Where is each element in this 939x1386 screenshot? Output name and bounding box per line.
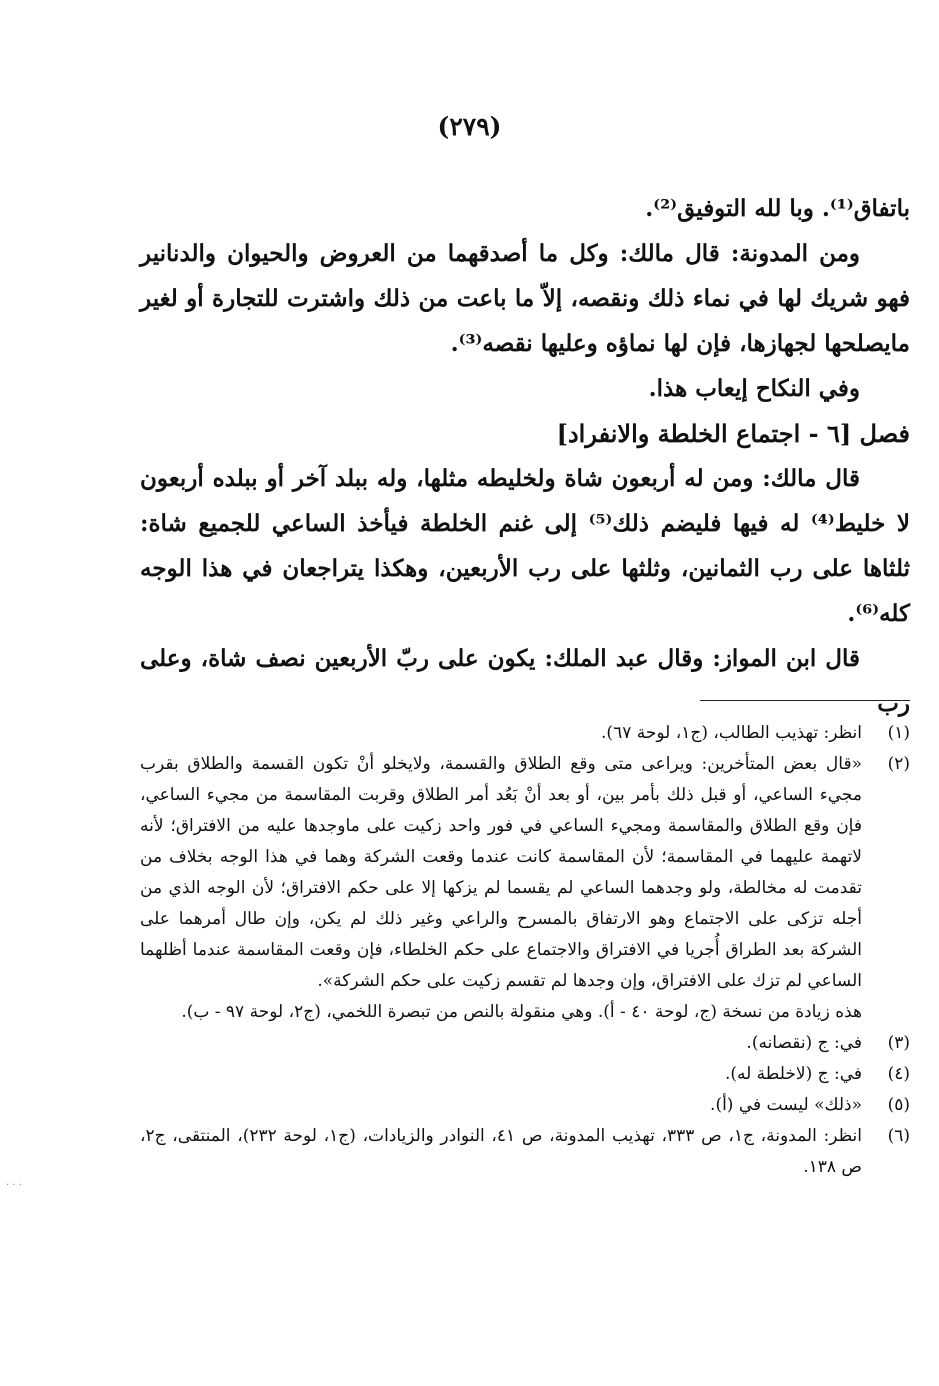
footnote-2-continuation: هذه زيادة من نسخة (ج، لوحة ٤٠ - أ). وهي منقولة بالنص من تبصرة اللخمي، (ج٢، لوحة ٩٧ - ب).	[181, 1002, 862, 1022]
footnote-1	[140, 718, 910, 749]
footnote-text: في: ج (لاخلطة له).	[724, 1064, 862, 1084]
paragraph-3: وفي النكاح إيعاب هذا.	[648, 375, 860, 402]
footnote-number: (٣)	[887, 1033, 910, 1053]
section-heading: فصل [٦ - اجتماع الخلطة والانفراد]	[556, 419, 910, 448]
paragraph-2: ومن المدونة: قال مالك: وكل ما أصدقهما من العروض والحيوان والدنانير فهو شريك لها في نماء ذلك ونقصه، إلاّ ما باعت من ذلك واشترت للتجارة أو لغير مايصلحها لجهازها، فإن لها نماؤه وعليها نقصه⁽³⁾.	[140, 240, 910, 357]
paragraph-5: قال ابن المواز: وقال عبد الملك: يكون على ربّ الأربعين نصف شاة، وعلى رب	[140, 645, 910, 717]
footnote-2	[140, 749, 910, 997]
footnote-3	[140, 1028, 910, 1059]
footnotes	[140, 718, 910, 1183]
paragraph-1: باتفاق⁽¹⁾. وبا لله التوفيق⁽²⁾.	[645, 195, 910, 222]
scan-specks: · · ·	[6, 1180, 22, 1191]
page-number: (٢٧٩)	[437, 112, 502, 141]
footnote-5	[140, 1090, 910, 1121]
footnote-text: انظر: المدونة، ج١، ص ٣٣٣، تهذيب المدونة، ص ٤١، النوادر والزيادات، (ج١، لوحة ٢٣٢)، المنتقى، ج٢، ص ١٣٨.	[140, 1126, 862, 1177]
footnote-number: (٢)	[887, 754, 910, 774]
footnote-number: (٥)	[887, 1095, 910, 1115]
footnote-divider	[700, 700, 910, 701]
footnote-6	[140, 1121, 910, 1183]
footnote-4	[140, 1059, 910, 1090]
main-text	[140, 186, 910, 726]
footnote-number: (٦)	[887, 1126, 910, 1146]
footnote-text: انظر: تهذيب الطالب، (ج١، لوحة ٦٧).	[601, 723, 862, 743]
footnote-text: «ذلك» ليست في (أ).	[710, 1095, 862, 1115]
footnote-text: في: ج (نقصانه).	[746, 1033, 862, 1053]
paragraph-4: قال مالك: ومن له أربعون شاة ولخليطه مثلها، وله ببلد آخر أو ببلده أربعون لا خليط⁽⁴⁾ له فيها فليضم ذلك⁽⁵⁾ إلى غنم الخلطة فيأخذ الساعي للجميع شاة: ثلثاها على رب الثمانين، وثلثها على رب الأربعين، وهكذا يتراجعان في هذا الوجه كله⁽⁶⁾.	[140, 465, 910, 627]
footnote-text: «قال بعض المتأخرين: ويراعى متى وقع الطلاق والقسمة، ولايخلو أنْ تكون القسمة والطلاق بقرب مجيء الساعي، أو قبل ذلك بأمر بين، أو بعد أنْ بَعُد أمر الطلاق وقربت المقاسمة من مجيء الساعي، فإن وقع الطلاق والمقاسمة ومجيء الساعي في فور واحد زكيت على ماوجدها عليه من الافتراق؛ لأنه لاتهمة عليهما في المقاسمة؛ لأن المقاسمة كانت عندما وقعت الشركة وهما في هذا الوجه بخلاف من تقدمت له مخالطة، ولو وجدهما الساعي لم يقسما لم يزكها إلا على حكم الافتراق؛ لأن الوجه الذي من أجله تزكى على الاجتماع وهو الارتفاق بالمسرح والراعي وغير ذلك لم يكن، وإن طال أمرهما على الشركة بعد الطراق أُجريا في الافتراق والاجتماع على حكم الخلطاء، فإن وقعت المقاسمة عندما أظلهما الساعي لم تزك على الافتراق، وإن وجدها لم تقسم زكيت على حكم الشركة».	[140, 754, 862, 991]
footnote-number: (١)	[887, 723, 910, 743]
footnote-number: (٤)	[887, 1064, 910, 1084]
